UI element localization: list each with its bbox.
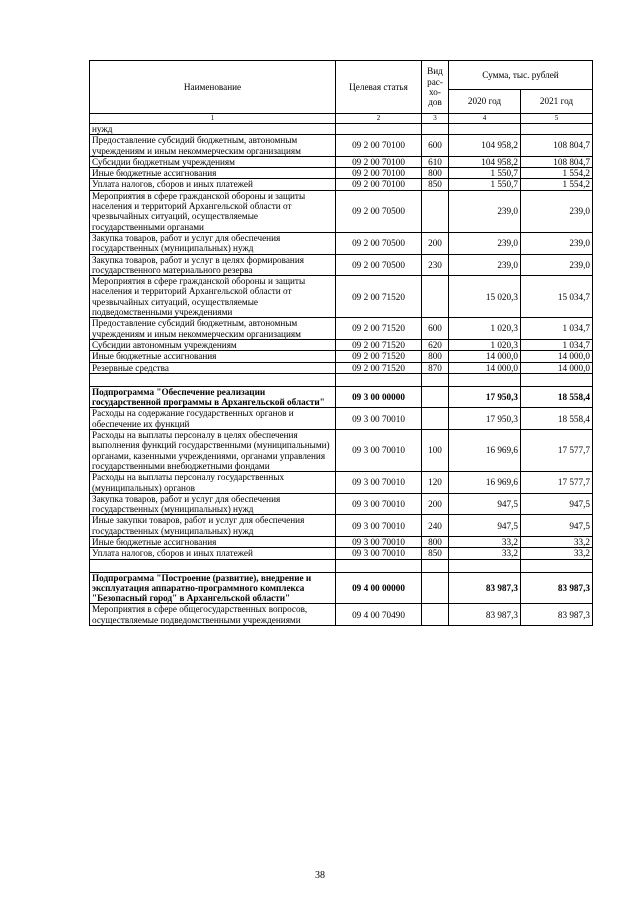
empty-cell bbox=[449, 559, 521, 572]
target-article: 09 4 00 70490 bbox=[336, 604, 422, 626]
amount-2021: 239,0 bbox=[521, 254, 593, 276]
expense-type: 230 bbox=[422, 254, 449, 276]
amount-2020: 947,5 bbox=[449, 493, 521, 515]
table-row bbox=[90, 156, 593, 167]
table-row bbox=[90, 548, 593, 559]
expense-type: 100 bbox=[422, 430, 449, 472]
target-article: 09 3 00 00000 bbox=[336, 386, 422, 408]
target-article: 09 2 00 71520 bbox=[336, 362, 422, 373]
expense-type: 800 bbox=[422, 168, 449, 179]
table-row bbox=[90, 318, 593, 340]
expense-type: 240 bbox=[422, 515, 449, 537]
table-row bbox=[90, 168, 593, 179]
column-index: 4 bbox=[449, 114, 521, 124]
row-name: Уплата налогов, сборов и иных платежей bbox=[90, 548, 336, 559]
table-row bbox=[90, 351, 593, 362]
amount-2021: 947,5 bbox=[521, 493, 593, 515]
amount-2021: 83 987,3 bbox=[521, 572, 593, 604]
amount-2020: 947,5 bbox=[449, 515, 521, 537]
target-article: 09 2 00 71520 bbox=[336, 276, 422, 318]
amount-2020: 104 958,2 bbox=[449, 156, 521, 167]
amount-2020: 14 000,0 bbox=[449, 351, 521, 362]
table-row bbox=[90, 536, 593, 547]
page-number: 38 bbox=[315, 870, 325, 881]
amount-2020: 83 987,3 bbox=[449, 572, 521, 604]
table-row bbox=[90, 472, 593, 494]
amount-2021: 239,0 bbox=[521, 190, 593, 232]
empty-cell bbox=[449, 373, 521, 386]
table-body bbox=[90, 124, 593, 626]
empty-cell bbox=[521, 373, 593, 386]
table-row bbox=[90, 254, 593, 276]
amount-2021: 83 987,3 bbox=[521, 604, 593, 626]
table-row bbox=[90, 604, 593, 626]
spacer-row bbox=[90, 559, 593, 572]
amount-2021: 14 000,0 bbox=[521, 362, 593, 373]
expense-type bbox=[422, 604, 449, 626]
empty-cell bbox=[336, 373, 422, 386]
amount-2020: 14 000,0 bbox=[449, 362, 521, 373]
row-name: Иные бюджетные ассигнования bbox=[90, 168, 336, 179]
amount-2020: 239,0 bbox=[449, 254, 521, 276]
table-row bbox=[90, 493, 593, 515]
header-sum: Сумма, тыс. рублей bbox=[449, 61, 593, 90]
expense-type: 850 bbox=[422, 179, 449, 190]
column-index: 1 bbox=[90, 114, 336, 124]
amount-2021: 1 554,2 bbox=[521, 168, 593, 179]
amount-2021: 1 034,7 bbox=[521, 318, 593, 340]
target-article: 09 2 00 71520 bbox=[336, 351, 422, 362]
amount-2021: 17 577,7 bbox=[521, 430, 593, 472]
row-name: Субсидии автономным учреждениям bbox=[90, 339, 336, 350]
target-article: 09 2 00 70500 bbox=[336, 190, 422, 232]
table-row bbox=[90, 190, 593, 232]
amount-2021: 1 554,2 bbox=[521, 179, 593, 190]
row-name: Иные бюджетные ассигнования bbox=[90, 536, 336, 547]
target-article: 09 2 00 70100 bbox=[336, 135, 422, 157]
table-row bbox=[90, 276, 593, 318]
expense-type bbox=[422, 408, 449, 430]
target-article: 09 3 00 70010 bbox=[336, 548, 422, 559]
amount-2021: 108 804,7 bbox=[521, 135, 593, 157]
expense-type: 120 bbox=[422, 472, 449, 494]
target-article bbox=[336, 124, 422, 135]
target-article: 09 2 00 70100 bbox=[336, 179, 422, 190]
amount-2020: 239,0 bbox=[449, 232, 521, 254]
table-row bbox=[90, 339, 593, 350]
column-index: 2 bbox=[336, 114, 422, 124]
amount-2021: 33,2 bbox=[521, 548, 593, 559]
amount-2020: 1 020,3 bbox=[449, 339, 521, 350]
amount-2021: 14 000,0 bbox=[521, 351, 593, 362]
row-name: Мероприятия в сфере гражданской обороны и защиты населения и территорий Архангельской области от чрезвычайных ситуаций, осуществляемые подведомственными учреждениями bbox=[90, 276, 336, 318]
expense-type: 600 bbox=[422, 318, 449, 340]
amount-2021: 15 034,7 bbox=[521, 276, 593, 318]
target-article: 09 2 00 70100 bbox=[336, 168, 422, 179]
amount-2021: 108 804,7 bbox=[521, 156, 593, 167]
target-article: 09 3 00 70010 bbox=[336, 430, 422, 472]
expense-type: 850 bbox=[422, 548, 449, 559]
header-year-2021: 2021 год bbox=[521, 90, 593, 114]
table-row bbox=[90, 362, 593, 373]
expense-type: 200 bbox=[422, 232, 449, 254]
amount-2020: 1 550,7 bbox=[449, 168, 521, 179]
amount-2021 bbox=[521, 124, 593, 135]
expense-type: 800 bbox=[422, 351, 449, 362]
column-index: 5 bbox=[521, 114, 593, 124]
amount-2021: 18 558,4 bbox=[521, 386, 593, 408]
expense-type bbox=[422, 276, 449, 318]
row-name: Закупка товаров, работ и услуг для обеспечения государственных (муниципальных) нужд bbox=[90, 493, 336, 515]
amount-2020: 1 550,7 bbox=[449, 179, 521, 190]
row-name: Закупка товаров, работ и услуг для обеспечения государственных (муниципальных) нужд bbox=[90, 232, 336, 254]
table-row bbox=[90, 232, 593, 254]
expense-type: 600 bbox=[422, 135, 449, 157]
amount-2020: 16 969,6 bbox=[449, 472, 521, 494]
row-name: Подпрограмма "Построение (развитие), внедрение и эксплуатация аппаратно-программного комплекса "Безопасный город" в Архангельской области" bbox=[90, 572, 336, 604]
empty-cell bbox=[90, 373, 336, 386]
spacer-row bbox=[90, 373, 593, 386]
target-article: 09 3 00 70010 bbox=[336, 472, 422, 494]
row-name: Расходы на выплаты персоналу в целях обеспечения выполнения функций государственными (муниципальными) органами, казенными учреждениями, органами управления государственными внебюджетными фондами bbox=[90, 430, 336, 472]
amount-2020: 15 020,3 bbox=[449, 276, 521, 318]
row-name: Предоставление субсидий бюджетным, автономным учреждениям и иным некоммерческим организациям bbox=[90, 318, 336, 340]
amount-2021: 239,0 bbox=[521, 232, 593, 254]
table-row bbox=[90, 124, 593, 135]
table-row bbox=[90, 515, 593, 537]
empty-cell bbox=[521, 559, 593, 572]
table-row bbox=[90, 430, 593, 472]
header-name: Наименование bbox=[90, 61, 336, 114]
amount-2020: 104 958,2 bbox=[449, 135, 521, 157]
target-article: 09 2 00 71520 bbox=[336, 339, 422, 350]
table-row bbox=[90, 408, 593, 430]
row-name: Расходы на содержание государственных органов и обеспечение их функций bbox=[90, 408, 336, 430]
subprogram-row bbox=[90, 386, 593, 408]
row-name: Резервные средства bbox=[90, 362, 336, 373]
header-target-article: Целевая статья bbox=[336, 61, 422, 114]
row-name: Расходы на выплаты персоналу государственных (муниципальных) органов bbox=[90, 472, 336, 494]
row-name: Предоставление субсидий бюджетным, автономным учреждениям и иным некоммерческим организациям bbox=[90, 135, 336, 157]
amount-2020: 239,0 bbox=[449, 190, 521, 232]
amount-2020 bbox=[449, 124, 521, 135]
amount-2020: 83 987,3 bbox=[449, 604, 521, 626]
row-name: Иные закупки товаров, работ и услуг для обеспечения государственных (муниципальных) нужд bbox=[90, 515, 336, 537]
empty-cell bbox=[422, 559, 449, 572]
amount-2021: 33,2 bbox=[521, 536, 593, 547]
expense-type: 610 bbox=[422, 156, 449, 167]
table-row bbox=[90, 135, 593, 157]
expense-type bbox=[422, 190, 449, 232]
amount-2021: 17 577,7 bbox=[521, 472, 593, 494]
row-name: Мероприятия в сфере общегосударственных вопросов, осуществляемые подведомственными учреждениями bbox=[90, 604, 336, 626]
target-article: 09 2 00 70500 bbox=[336, 232, 422, 254]
column-index-row bbox=[90, 114, 593, 124]
expense-type: 800 bbox=[422, 536, 449, 547]
expense-type bbox=[422, 124, 449, 135]
amount-2020: 17 950,3 bbox=[449, 408, 521, 430]
target-article: 09 3 00 70010 bbox=[336, 536, 422, 547]
expense-type bbox=[422, 572, 449, 604]
amount-2021: 1 034,7 bbox=[521, 339, 593, 350]
amount-2020: 16 969,6 bbox=[449, 430, 521, 472]
amount-2021: 18 558,4 bbox=[521, 408, 593, 430]
amount-2020: 33,2 bbox=[449, 536, 521, 547]
target-article: 09 3 00 70010 bbox=[336, 408, 422, 430]
empty-cell bbox=[336, 559, 422, 572]
amount-2021: 947,5 bbox=[521, 515, 593, 537]
row-name: Мероприятия в сфере гражданской обороны и защиты населения и территорий Архангельской области от чрезвычайных ситуаций, осуществляемые государственными органами bbox=[90, 190, 336, 232]
empty-cell bbox=[422, 373, 449, 386]
subprogram-row bbox=[90, 572, 593, 604]
column-index: 3 bbox=[422, 114, 449, 124]
amount-2020: 1 020,3 bbox=[449, 318, 521, 340]
row-name: Закупка товаров, работ и услуг в целях формирования государственного материального резерва bbox=[90, 254, 336, 276]
target-article: 09 2 00 70100 bbox=[336, 156, 422, 167]
amount-2020: 17 950,3 bbox=[449, 386, 521, 408]
row-name: Иные бюджетные ассигнования bbox=[90, 351, 336, 362]
target-article: 09 4 00 00000 bbox=[336, 572, 422, 604]
row-name: Подпрограмма "Обеспечение реализации государственной программы в Архангельской области" bbox=[90, 386, 336, 408]
row-name: нужд bbox=[90, 124, 336, 135]
table-row bbox=[90, 179, 593, 190]
target-article: 09 3 00 70010 bbox=[336, 493, 422, 515]
target-article: 09 2 00 71520 bbox=[336, 318, 422, 340]
row-name: Субсидии бюджетным учреждениям bbox=[90, 156, 336, 167]
expense-type: 870 bbox=[422, 362, 449, 373]
amount-2020: 33,2 bbox=[449, 548, 521, 559]
empty-cell bbox=[90, 559, 336, 572]
header-year-2020: 2020 год bbox=[449, 90, 521, 114]
expense-type bbox=[422, 386, 449, 408]
header-expense-type: Вид рас-хо-дов bbox=[422, 61, 449, 114]
target-article: 09 3 00 70010 bbox=[336, 515, 422, 537]
row-name: Уплата налогов, сборов и иных платежей bbox=[90, 179, 336, 190]
target-article: 09 2 00 70500 bbox=[336, 254, 422, 276]
expense-type: 200 bbox=[422, 493, 449, 515]
budget-table bbox=[89, 60, 593, 626]
expense-type: 620 bbox=[422, 339, 449, 350]
